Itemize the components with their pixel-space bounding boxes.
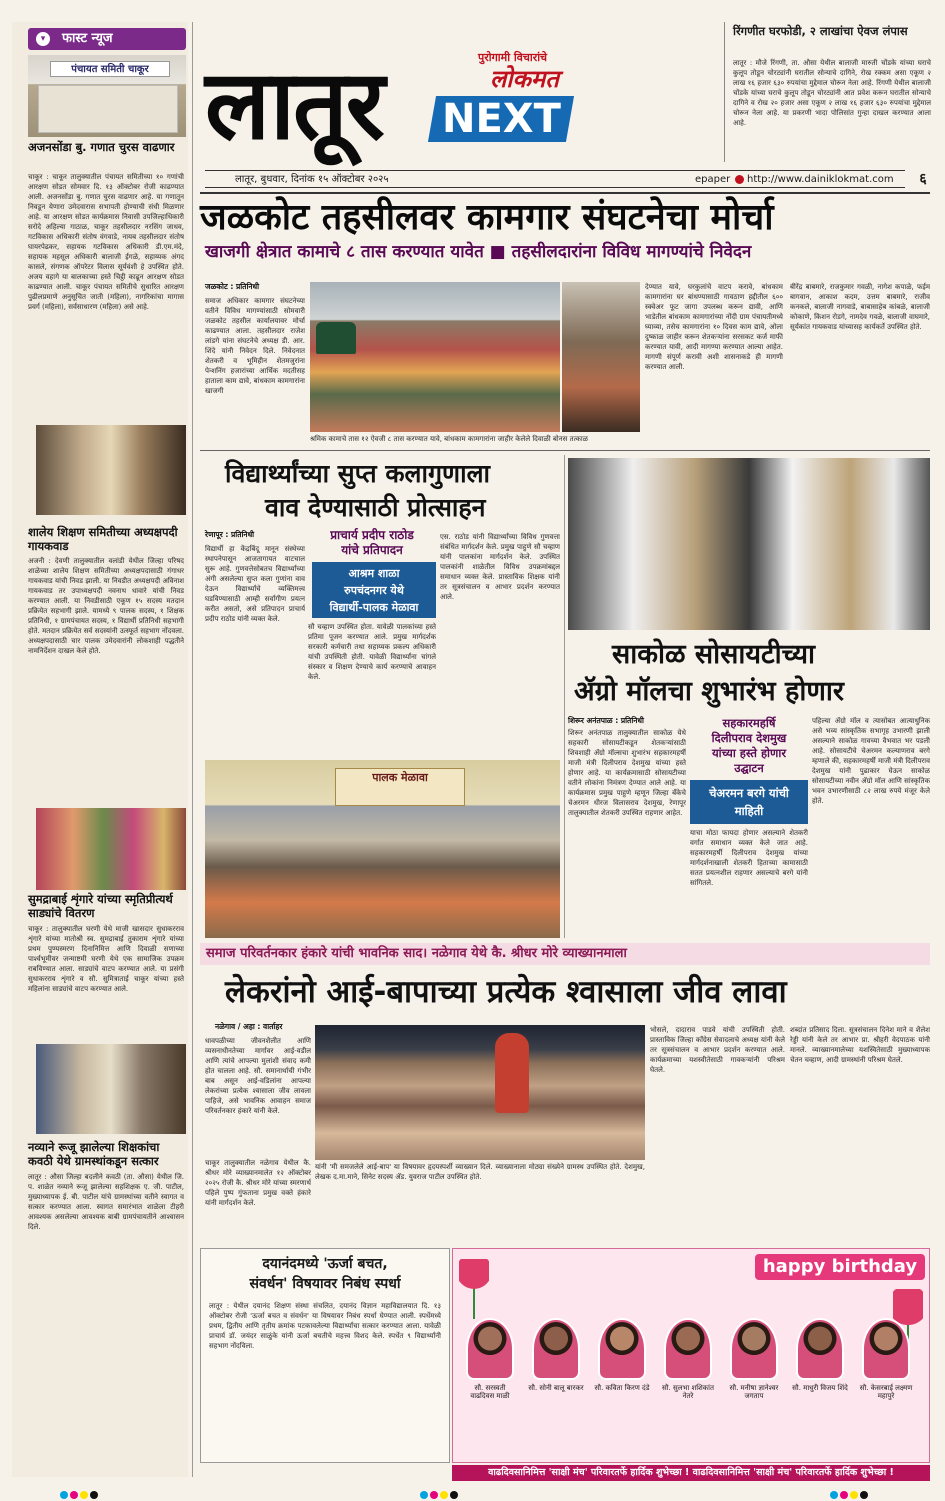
parents-photo-speaker: [315, 1025, 645, 1160]
top-right-brief: [724, 22, 934, 162]
essay-headline-line1: दयानंदमध्ये 'ऊर्जा बचत,: [262, 1256, 388, 1272]
lead-photo-crowd: [562, 282, 640, 432]
masthead-tagline: पुरोगामी विचारांचे: [478, 51, 548, 64]
sidebar-story4-body: लातूर : औसा जिल्हा बदलीने कवठी (ता. औसा) येथील जि. प. शाळेत नव्याने रूजू झालेल्या सहशिक्षक ए. जी. पाटील, मुख्याध्यापक ई. बी. पाटील यांचे ग्रामस्थांच्या वतीने स्वागत व सत्कार करण्यात आला. स्वागत समारंभात शाळेला टीहरी आवश्यक असलेल्या आवश्यक बाबी ग्रामपंचायतीने आश्वासन दिले.: [28, 1173, 184, 1231]
registration-mark-right: [830, 1484, 910, 1494]
lead-photo-rally: [310, 282, 560, 432]
birthday-person-name: सौ. सरस्वती वाढदिवस माळी: [470, 1384, 510, 1400]
lead-col2: देण्यात यावे, घरकुलांचे वाटप करावे, बांधकाम कामगारांना घर बांधण्यासाठी गावठाण हद्दीतील ६०० स्क्वेअर फूट जागा उपलब्ध करून द्यावी, आणि भाडेतील बांधकाम कामगारांच्या नोंदी ग्राम पंचायतीमध्ये घ्याव्या, तसेच कामगारांना १० दिवस काम द्यावे, ओला दुष्काळ जाहीर करून शेतकऱ्यांना सरसकट कर्ज माफी करण्यात यावी, आदी मागण्या करण्यात आल्या आहेत. मागणी संपूर्ण करावी अशी शासनाकडे ही मागणी करण्यात आली.: [645, 283, 783, 371]
parents-col1: धावपळीच्या जीवनशैलीत आणि व्यसनाधीनतेच्या मार्गावर आई-वडील आणि त्यांचे आपल्या मुलांशी संवाद कमी होत चालला आहे. सौ. समानार्थाची गंभीर बाब असून आई-वडिलांना आपल्या लेकरांच्या प्रत्येक श्वासाला जीव लावला पाहिजे, असे भावनिक आवाहन समाज परिवर्तनकार हंकारे यांनी केले.: [205, 1037, 311, 1115]
birthday-person-name: सौ. सुलभा शशिकांत नेतरे: [662, 1384, 714, 1400]
fast-news-label: फास्ट न्यूज: [28, 28, 186, 50]
registration-mark-center: [420, 1484, 500, 1494]
school-byline: रेणापूर : प्रतिनिधी: [205, 530, 255, 539]
event-box-line2: रुपचंदनगर येथे: [344, 584, 404, 597]
birthday-person-photo: [664, 1318, 712, 1380]
birthday-person-photo: [796, 1318, 844, 1380]
brief-body: लातूर : मौजे रिंगणी, ता. औसा येथील बालाजी मारुती चोंडके यांच्या घराचे कुलूप तोडून चोरट्यांनी घरातील सोन्याचे दागिने, रोख रक्कम असा एकूण २ लाख १६ हजार ६३० रुपयांचा मुद्देमाल चोरून नेला आहे. रिंगणी येथील बालाजी चोंडके यांच्या घराचे कुलूप तोडून चोरट्यांनी आत प्रवेश करून घरातील सोन्याचे दागिने व रोख २० हजार असा एकूण २ लाख १६ हजार ६३० रुपयांचा मुद्देमाल चोरून नेला आहे. या प्रकरणी भादा पोलिसांत गुन्हा दाखल करण्यात आला आहे.: [733, 59, 931, 127]
pullquote-top-line3: यांच्या हस्ते होणार: [711, 746, 787, 760]
sidebar-photo-office: [28, 55, 186, 137]
sidebar-story4-headline: नव्याने रूजू झालेल्या शिक्षकांचा कवठी येथे ग्रामस्थांकडून सत्कार: [28, 1140, 160, 1168]
sidebar-story2-body: अजनी : देवणी तालुक्यातील वलांडी येथील जिल्हा परिषद शाळेच्या शालेय शिक्षण समितीच्या अध्यक्षपदासाठी गंगाधर गायकवाड यांची निवड झाली. या निवडीत अध्यक्षपदी अविनाश गायकवाड तर उपाध्यक्षपदी नवनाथ धावारे यांची निवड करण्यात आली. या निवडीसाठी एकूण १५ सदस्य मतदान प्रक्रियेत सहभागी झाले. यामध्ये ९ पालक सदस्य, १ शिक्षक प्रतिनिधी, १ ग्रामपंचायत सदस्य, १ विद्यार्थी प्रतिनिधी सहभागी होते. मतदान प्रक्रियेत सर्व सदस्यांनी उत्स्फूर्त सहभाग नोंदवला. अध्यक्षपदासाठी चार पालक उमेदवारांनी लोकशाही पद्धतीने नामनिर्देशन दाखल केले होते.: [28, 557, 184, 655]
school-headline-line2: वाव देण्यासाठी प्रोत्साहन: [265, 493, 486, 522]
sidebar-photo-teachers: [36, 1044, 186, 1134]
sidebar-photo-felicitation: [36, 425, 186, 515]
event-box-line1: आश्रम शाळा: [348, 567, 400, 580]
lead-headline: जळकोट तहसीलवर कामगार संघटनेचा मोर्चा: [200, 197, 774, 238]
sidebar-story2-headline: शालेय शिक्षण समितीच्या अध्यक्षपदी गायकवाड: [28, 525, 178, 553]
dateline-bar: [205, 170, 905, 188]
sidebar-story3-headline: सुमद्राबाई शृंगारे यांच्या स्मृतिप्रीत्यर्थ साड्यांचे वितरण: [28, 892, 173, 920]
lead-byline: जळकोट : प्रतिनिधी: [205, 282, 260, 291]
pullquote-line1: प्राचार्य प्रदीप राठोड: [330, 528, 414, 542]
event-box-line3: विद्यार्थी-पालक मेळावा: [329, 601, 419, 614]
sidebar-story3-body: चाकूर : तालुक्यातील घरणी येथे माजी खासदार सुधाकरराव शृंगारे यांच्या मातोश्री स्व. सुमद्राबाई तुकाराम शृंगारे यांच्या प्रथम पुण्यस्मरण दिनानिमित्त आणि दिवाळी सणाच्या पार्श्वभूमीवर जन्माष्टमी घरणी येथे एक सामाजिक उपक्रम राबविण्यात आला. साड्यांचे वाटप करण्यात आले. या प्रसंगी सुधाकरराव शृंगारे व सौ. सुमित्राताई चाकूर यांच्या हस्ते महिलांना साड्यांचे वाटप करण्यात आले.: [28, 925, 184, 993]
parents-byline: नळेगाव / अहा : वार्ताहर: [215, 1022, 283, 1031]
sakol-headline-line2: ॲग्रो मॉलचा शुभारंभ होणार: [574, 676, 844, 707]
school-banner-text: पालक मेळावा: [372, 771, 428, 784]
dateline-text: लातूर, बुधवार, दिनांक १५ ऑक्टोबर २०२५: [235, 174, 389, 185]
school-col2: सौ चव्हाण उपस्थित होता. यावेळी पालकांच्या हस्ते प्रतिमा पूजन करण्यात आले. प्रमुख मार्गदर्शक सरकारी कर्मचारी तथा सहाय्यक प्रकल्प अधिकारी यांची उपस्थिती होती. यावेळी विद्यार्थ्यांना चांगले संस्कार व शिक्षण देण्याचे कार्य करण्याचे आवाहन केले.: [308, 623, 436, 681]
birthday-person-name: सौ. केसरबाई लक्ष्मण महापुरे: [859, 1384, 913, 1400]
page-number: ६: [919, 171, 927, 187]
school-pullquote: [308, 528, 436, 558]
lead-bottom-rule: [200, 450, 930, 451]
birthday-person-photo: [532, 1318, 580, 1380]
brief-headline: रिंगणीत घरफोडी, २ लाखांचा ऐवज लंपास: [733, 24, 908, 38]
sakol-col1: शिरूर अनंतपाळ तालुक्यातील साकोळ येथे सहकारी सोसायटीकडून शेतकऱ्यांसाठी शिवशाही ॲग्रो मॉल्सचा शुभारंभ सहकारमहर्षी माजी मंत्री दिलीपराव देशमुख यांच्या हस्ते होणार आहे. या कार्यक्रमासाठी सोसायटीच्या वतीने लोकांना निमंत्रण देण्यात आले आहे. या कार्यक्रमास प्रमुख पाहुणे म्हणून जिल्हा बँकेचे चेअरमन धीरज विलासराव देशमुख, रेणापूर तालुक्यातील शेतकरी उपस्थित राहणार आहेत.: [568, 729, 686, 817]
tulip-decoration-left: [459, 1259, 489, 1319]
chairman-box-line1: चेअरमन बरगे यांची: [709, 786, 789, 800]
sakol-pullquote: [690, 716, 808, 776]
essay-box: [200, 1248, 450, 1463]
pullquote-top-line2: दिलीपराव देशमुख: [711, 731, 787, 745]
birthday-footer: वाढदिवसानिमित्त 'साक्षी मंच' परिवारतर्फे हार्दिक शुभेच्छा ! वाढदिवसानिमित्त 'साक्षी मंच' परिवारतर्फे हार्दिक शुभेच्छा !: [452, 1465, 930, 1481]
lead-subhead: खाजगी क्षेत्रात कामाचे ८ तास करण्यात यावेत ■ तहसीलदारांना विविध मागण्यांचे निवेदन: [205, 242, 752, 262]
office-sign: पंचायत समिती चाकूर: [50, 61, 170, 77]
sidebar-divider: [192, 22, 193, 1477]
parents-headline: लेकरांनो आई-बापाच्या प्रत्येक श्वासाला जीव लावा: [225, 974, 787, 1010]
parents-col5: शब्दांत प्रतिसाद दिला. सूत्रसंचालन दिनेश माने व शैलेश रेड्डी यांनी केले तर आभार प्रा. श्रीहरी वेदपाठक यांनी मानले. व्याख्यानमालेच्या यशस्वितेसाठी मुख्याध्यापक चेतन चव्हाण, आदी ग्रामस्थांनी परिश्रम घेतले.: [790, 1026, 930, 1064]
birthday-person-photo: [730, 1318, 778, 1380]
auto-rickshaw: [316, 322, 356, 354]
sakol-col3: याचा मोठा फायदा होणार असल्याने शेतकरी वर्गात समाधान व्यक्त केले जात आहे. सहकारमहर्षी दिलीपराव देशमुख यांच्या मार्गदर्शनाखाली शेतकरी हिताच्या कामासाठी सतत प्रयत्नशील राहणार असल्याचे बरगे यांनी सांगितले.: [690, 829, 808, 887]
birthday-person-name: सौ. मनीषा ज्ञानेश्वर जगताप: [729, 1384, 779, 1400]
lead-col1: समाज अधिकार कामगार संघटनेच्या वतीने विविध मागण्यांसाठी सोमवारी जळकोट तहसील कार्यालयावर मोर्चा काढण्यात आला. तहसीलदार राजेश लांडगे यांना संघटनेचे अध्यक्ष डी. आर. शिंदे यांनी निवेदन दिले. निवेदनात शेतकरी व भूमिहीन शेतमजुरांना पेन्शनिंग हजारांच्या आर्थिक मदतीसह हाताला काम द्यावे, बांधकाम कामगारांना खाजगी: [205, 297, 305, 395]
school-sakol-divider: [564, 455, 565, 938]
school-col1: विद्यार्थी हा केंद्रबिंदू मानून संस्थेच्या स्थापनेपासून आजतागायत वाटचाल सुरू आहे. गुणवत्तेसोबतच विद्यार्थ्यांच्या अंगी असलेल्या सुप्त कला गुणांना वाव देऊन विद्यार्थ्यांचे व्यक्तिमत्त्व घडविण्यासाठी आम्ही सर्वांगीण प्रयत्न करीत असतो, असे प्रतिपादन प्राचार्य प्रदीप राठोड यांनी व्यक्त केले.: [205, 545, 305, 623]
school-photo-event: [205, 760, 560, 938]
office-building: [38, 85, 178, 133]
pullquote-top-line4: उद्घाटन: [734, 761, 764, 775]
next-label: NEXT: [441, 96, 561, 142]
registration-mark-left: [60, 1484, 140, 1494]
birthday-person-photo: [862, 1318, 910, 1380]
essay-body: लातूर : येथील दयानंद शिक्षण संस्था संचलित, दयानंद विज्ञान महाविद्यालयात दि. १३ ऑक्टोबर रोजी 'ऊर्जा बचत व संवर्धन' या विषयावर निबंध स्पर्धा घेण्यात आली. स्पर्धेमध्ये प्रथम, द्वितीय आणि तृतीय क्रमांक पटकावलेल्या विद्यार्थ्यांचा सत्कार करण्यात आला. यावेळी प्राचार्य डॉ. जयंदर साळुंके यांनी ऊर्जा बचतीचे महत्त्व विशद केले. स्पर्धेत ९ विद्यार्थ्यांनी सहभाग नोंदविला.: [209, 1302, 441, 1350]
school-headline-line1: विद्यार्थ्यांच्या सुप्त कलागुणाला: [225, 459, 491, 488]
masthead-title: लातूर: [205, 48, 383, 161]
birthday-person-name: सौ. सोनी बालू बारकर: [528, 1384, 584, 1392]
pullquote-line2: यांचे प्रतिपादन: [341, 543, 403, 557]
parents-col4: भोसले, दादाराव पाडवे यांची उपस्थिती होती. प्रास्ताविक जिल्हा काँग्रेस सेवादलाचे अध्यक्ष यांनी केले तर सूत्रसंचालन व आभार प्रदर्शन करण्यात आले. कार्यक्रमाच्या यशस्वीतेसाठी गावकऱ्यांनी परिश्रम घेतले.: [650, 1026, 785, 1074]
essay-headline-line2: संवर्धन' विषयावर निबंध स्पर्धा: [249, 1276, 401, 1292]
speaker-figure: [495, 1033, 529, 1113]
sidebar-photo-saree: [36, 808, 186, 890]
chevron-down-icon: ▾: [36, 32, 50, 46]
masthead-bottom-rule: [200, 192, 930, 194]
sakol-headline-line1: साकोळ सोसायटीच्या: [612, 639, 815, 670]
chairman-box-line2: माहिती: [734, 804, 764, 818]
sidebar-story1-body: चाकूर : चाकूर तालुक्यातील पंचायत समितीच्या १० गणांची आरक्षण सोडत सोमवार दि. १३ ऑक्टोबर रोजी काढण्यात आली. अजनसोंडा बु. गणात चुरस वाढणार आहे. या गणातून निवडून येणारा उमेदवारास सभापती होण्याची संधी मिळणार आहे. या आरक्षण सोडत कार्यक्रमास निवासी उपजिल्हाधिकारी सरोदे अहिल्या गाठाळ, चाकूर तहसीलदार नरसिंग जाधव, गटविकास अधिकारी संतोष वंगवाडे, नायब तहसीलदार संतोष घायरपेढकर, सहायक गटविकास अधिकारी डी.एम.मंदे, सहायक महसूल अधिकारी बालाजी ईगळे, सहाय्यक अंगद कासले, संगणक ऑपरेटर विलास सूर्यवंशी हे उपस्थित होते. अजय वहागे या बालकाच्या हस्ते चिट्ठी काढून आरक्षण सोडत काढण्यात आली. चाकूर पंचायत समितीचे सुधारित आरक्षण पुढीलप्रमाणे अनुसूचित जाती (महिला), नागरिकांचा मागास प्रवर्ग (महिला), सर्वसाधारण (महिला) असे आहे.: [28, 173, 184, 311]
birthday-person-name: सौ. कविता किरण दंडे: [594, 1384, 650, 1392]
sidebar-story1-headline: अजनसोंडा बु. गणात चुरस वाढणार: [28, 140, 175, 154]
birthday-person-name: सौ. माधुरी विजय शिंदे: [792, 1384, 848, 1392]
pink-strip-header: समाज परिवर्तनकार हंकारे यांची भावनिक साद। नळेगाव येथे कै. श्रीधर मोरे व्याख्यानमाला: [200, 943, 930, 965]
sakol-col2: पहिल्या ॲग्रो मॉल व त्यासोबत आत्याधुनिक असे भव्य सांस्कृतिक सभागृह उभारणी झाली असल्याने साकोळ गावच्या वैभवात भर पडली आहे. सोसायटीचे चेअरमन कल्याणराव बरगे म्हणाले की, सहकारमहर्षी माजी मंत्री दिलीपराव देशमुख यांनी पुढाकार घेऊन साकोळ सोसायटीच्या नवीन ॲग्रो मॉल आणि सांस्कृतिक भवन उभारणीसाठी ८२ लाख रुपये मंजूर केले होते.: [812, 717, 930, 805]
birthday-title: happy birthday: [755, 1254, 925, 1280]
parents-col2: चाकूर तालुक्यातील नळेगाव येथील कै. श्रीधर मोरे व्याख्यानमालेत १२ ऑक्टोबर २०२५ रोजी कै. श्रीधर मोरे यांच्या स्मरणार्थ पहिले पुष्प गुंफताना प्रमुख वक्ते हंकारे यांनी मार्गदर्शन केले.: [205, 1159, 311, 1207]
pullquote-top-line1: सहकारमहर्षि: [722, 716, 776, 730]
masthead-next-logo: [428, 96, 574, 142]
school-event-box: [312, 562, 436, 618]
school-banner: [335, 768, 465, 806]
masthead-paper-name: लोकमत: [490, 65, 559, 93]
epaper-label: epaper: [695, 174, 731, 185]
globe-icon: [735, 175, 744, 184]
sakol-photo-leaders: [568, 458, 930, 630]
sakol-byline: शिरूर अनंतपाळ : प्रतिनिधी: [568, 716, 644, 725]
birthday-person-photo: [598, 1318, 646, 1380]
lead-photo-caption: श्रमिक कामाचे तास १२ ऐवजी ८ तास करण्यात यावे, बांधकाम कामगारांना जाहीर केलेले दिवाळी बोनस तत्काळ: [310, 435, 588, 443]
lead-col3: बीरेंद्र बाबमारे, राजकुमार गवळी, नागेश कपाळे, फईम बागवान, आकाश कदम, उत्तम बाबमारे, राजीव कनकले, बालाजी नागवाडे, बाबासाहेब कांबळे, बालाजी कोकाणे, किशन रोडगे, नामदेव गवळे, बालाजी वाघमारे, सूर्यकांत गायकवाड यांच्यासह कार्यकर्ते उपस्थित होते.: [790, 283, 930, 331]
website-url[interactable]: http://www.dainiklokmat.com: [747, 174, 894, 185]
parents-col3: यांनी 'मी समजलेले आई-बाप' या विषयावर हृदयस्पर्शी व्याख्यान दिले. व्याख्यानाला मोठ्या संख्येने ग्रामस्थ उपस्थित होते. देशमुख, लेखक द.मा.माने, सिनेट सदस्य ॲड. युवराज पाटील उपस्थित होते.: [315, 1163, 645, 1181]
birthday-person-photo: [466, 1318, 514, 1380]
sakol-chairman-box: [690, 780, 808, 824]
school-col3: एस. राठोड यांनी विद्यार्थ्यांच्या विविध गुणवत्ता संबंधित मार्गदर्शन केले. प्रमुख पाहुणे सौ चव्हाण यांनी पालकांना मार्गदर्शन केले. उपस्थित पालकांनी शाळेतील विविध उपक्रमांबद्दल समाधान व्यक्त केले. प्रास्ताविक शिक्षक यांनी तर सूत्रसंचालन व आभार प्रदर्शन करण्यात आले.: [440, 533, 560, 601]
